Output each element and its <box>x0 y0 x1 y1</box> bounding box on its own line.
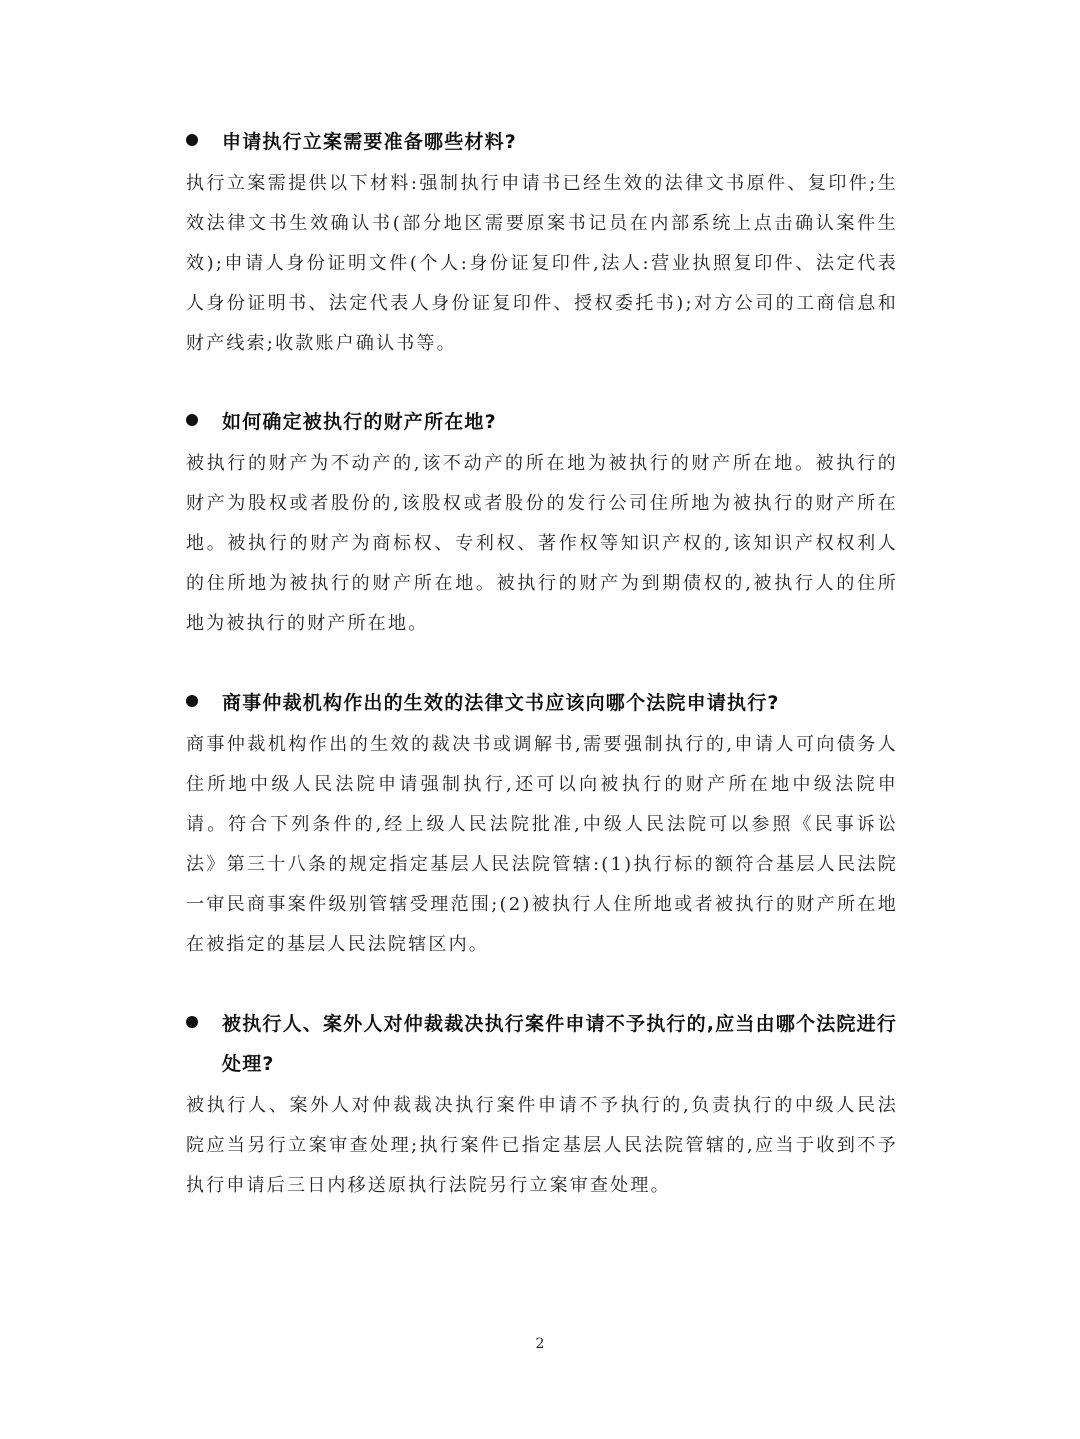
bullet-icon <box>186 414 198 426</box>
qa-section-4 <box>186 1004 898 1206</box>
qa-section-1 <box>186 122 898 364</box>
qa-section-2 <box>186 402 898 644</box>
page-number: 2 <box>535 1336 545 1352</box>
question-heading: 被执行人、案外人对仲裁裁决执行案件申请不予执行的,应当由哪个法院进行处理? <box>222 1013 898 1075</box>
question-heading: 商事仲裁机构作出的生效的法律文书应该向哪个法院申请执行? <box>222 692 780 714</box>
bullet-icon <box>186 695 198 707</box>
answer-paragraph: 执行立案需提供以下材料:强制执行申请书已经生效的法律文书原件、复印件;生效法律文书生效确认书(部分地区需要原案书记员在内部系统上点击确认案件生效);申请人身份证明文件(个人:身份证复印件,法人:营业执照复印件、法定代表人身份证明书、法定代表人身份证复印件、授权委托书);对方公司的工商信息和财产线索;收款账户确认书等。 <box>186 173 898 354</box>
answer-paragraph: 被执行人、案外人对仲裁裁决执行案件申请不予执行的,负责执行的中级人民法院应当另行立案审查处理;执行案件已指定基层人民法院管辖的,应当于收到不予执行申请后三日内移送原执行法院另行立案审查处理。 <box>186 1095 898 1196</box>
qa-section-3 <box>186 683 898 965</box>
question-row <box>186 402 898 442</box>
answer-paragraph: 被执行的财产为不动产的,该不动产的所在地为被执行的财产所在地。被执行的财产为股权或者股份的,该股权或者股份的发行公司住所地为被执行的财产所在地。被执行的财产为商标权、专利权、著作权等知识产权的,该知识产权权利人的住所地为被执行的财产所在地。被执行的财产为到期债权的,被执行人的住所地为被执行的财产所在地。 <box>186 453 898 634</box>
question-row <box>186 122 898 162</box>
bullet-icon <box>186 1016 198 1028</box>
bullet-icon <box>186 134 198 146</box>
question-row <box>186 1004 898 1084</box>
answer-paragraph: 商事仲裁机构作出的生效的裁决书或调解书,需要强制执行的,申请人可向债务人住所地中级人民法院申请强制执行,还可以向被执行的财产所在地中级法院申请。符合下列条件的,经上级人民法院批准,中级人民法院可以参照《民事诉讼法》第三十八条的规定指定基层人民法院管辖:(1)执行标的额符合基层人民法院一审民商事案件级别管辖受理范围;(2)被执行人住所地或者被执行的财产所在地在被指定的基层人民法院辖区内。 <box>186 734 898 955</box>
question-row <box>186 683 898 723</box>
question-heading: 如何确定被执行的财产所在地? <box>222 411 497 433</box>
question-heading: 申请执行立案需要准备哪些材料? <box>222 131 518 153</box>
